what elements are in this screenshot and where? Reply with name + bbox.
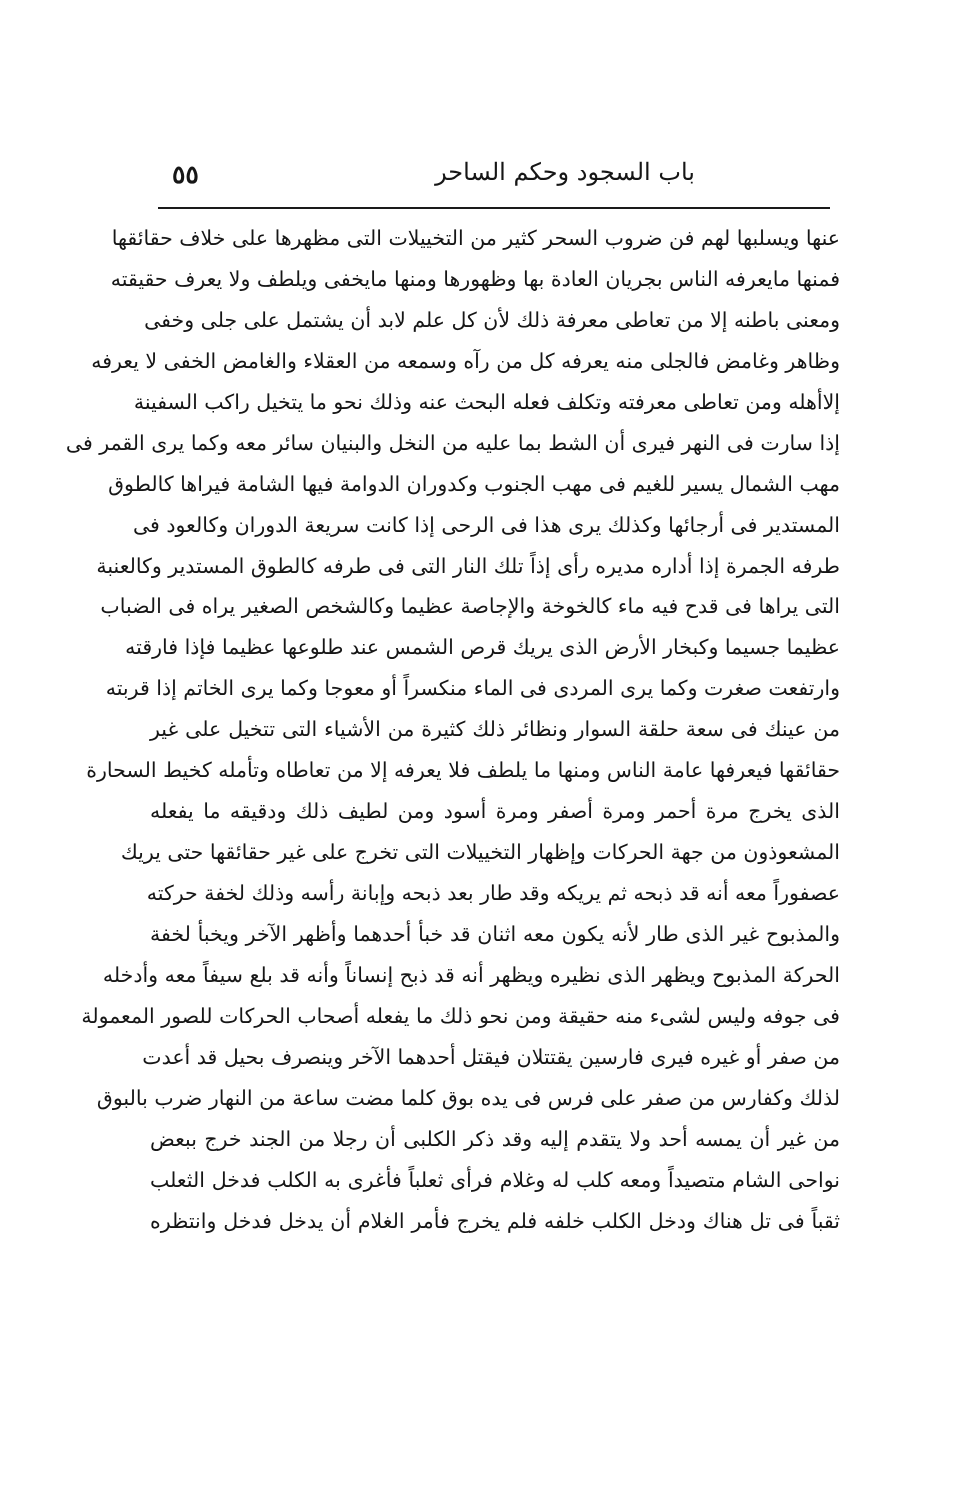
running-title: باب السجود وحكم الساحر	[435, 158, 695, 186]
text-line: فمنها مايعرفه الناس بجريان العادة بها وظهورها ومنها مايخفى ويلطف ولا يعرف حقيقته	[110, 266, 840, 291]
page-number: ٥٥	[172, 160, 199, 189]
text-line: نواحى الشام متصيداً ومعه كلب له وغلام فرأى ثعلباً فأغرى به الكلب فدخل الثعلب	[150, 1167, 840, 1192]
text-line: وظاهر وغامض فالجلى منه يعرفه كل من رآه وسمعه من العقلاء والغامض الخفى لا يعرفه	[91, 348, 840, 373]
text-line: الذى يخرج مرة أحمر ومرة أصفر ومرة أسود ومن لطيف ذلك ودقيقه ما يفعله	[150, 799, 840, 824]
text-line: حقائقها فيعرفها عامة الناس ومنها ما يلطف فلا يعرفه إلا من تعاطاه وتأمله كخيط السحارة	[86, 758, 840, 783]
text-line: عظيما جسيما وكبخار الأرض الذى يريك قرص الشمس عند طلوعها عظيما فإذا فارقته	[125, 635, 840, 660]
text-line: ومعنى باطنه إلا من تعاطى معرفة ذلك لأن كل علم لابد أن يشتمل على جلى وخفى	[144, 307, 840, 332]
text-line: من صفر أو غيره فيرى فارسين يقتتلان فيقتل أحدهما الآخر وينصرف بحيل قد أعدت	[142, 1044, 840, 1069]
text-line: وارتفعت صغرت وكما يرى المردى فى الماء منكسراً أو معوجا وكما يرى الخاتم إذا قربته	[105, 676, 840, 701]
body-text	[65, 218, 840, 1241]
text-line: الحركة المذبوح ويظهر الذى نظيره ويظهر أنه قد ذبح إنساناً وأنه قد بلع سيفاً معه وأدخله	[102, 962, 840, 987]
text-line: فى جوفه وليس لشىء منه حقيقة ومن نحو ذلك ما يفعله أصحاب الحركات للصور المعمولة	[81, 1003, 840, 1028]
text-line: من غير أن يمسه أحد ولا يتقدم إليه وقد ذكر الكلبى أن رجلا من الجند خرج ببعض	[150, 1126, 840, 1151]
text-line: والمذبوح غير الذى طار لأنه يكون معه اثنان قد خبأ أحدهما وأظهر الآخر ويخبأ لخفة	[150, 921, 840, 946]
text-line: طرفه الجمرة إذا أداره مديره رأى إذاً تلك النار التى فى طرفه كالطوق المستدير وكالعنبة	[96, 553, 840, 578]
header-divider	[158, 207, 830, 209]
text-line: عنها ويسلبها لهم فن ضروب السحر كثير من التخييلات التى مظهرها على خلاف حقائقها	[111, 226, 840, 250]
text-line: من عينك فى سعة حلقة السوار ونظائر ذلك كثيرة من الأشياء التى تتخيل على غير	[150, 717, 840, 742]
text-line: إذا سارت فى النهر فيرى أن الشط بما عليه من النخل والبنيان سائر معه وكما يرى القمر فى	[65, 430, 840, 455]
text-line: إلاأهله ومن تعاطى معرفته وتكلف فعله البحث عنه وذلك نحو ما يتخيل راكب السفينة	[133, 389, 840, 414]
text-line: عصفوراً معه أنه قد ذبحه ثم يريكه وقد طار بعد ذبحه وإبانة رأسه وذلك لخفة حركته	[146, 881, 840, 905]
text-line: المشعوذون من جهة الحركات وإظهار التخييلات التى تخرج على غير حقائقها حتى يريك	[120, 840, 840, 865]
text-line: ثقباً فى تل هناك ودخل الكلب خلفه فلم يخرج فأمر الغلام أن يدخل فدخل وانتظره	[150, 1208, 840, 1233]
text-line: لذلك وكفارس من صفر على فرس فى يده بوق كلما مضت ساعة من النهار ضرب بالبوق	[96, 1085, 840, 1110]
text-line: مهب الشمال يسير للغيم فى مهب الجنوب وكدوران الدوامة فيها الشامة فيراها كالطوق	[108, 471, 840, 496]
text-line: التى يراها فى قدح فيه ماء كالخوخة والإجاصة عظيما وكالشخص الصغير يراه فى الضباب	[100, 594, 840, 619]
text-line: المستدير فى أرجائها وكذلك يرى هذا فى الرحى إذا كانت سريعة الدوران وكالعود فى	[132, 512, 840, 537]
